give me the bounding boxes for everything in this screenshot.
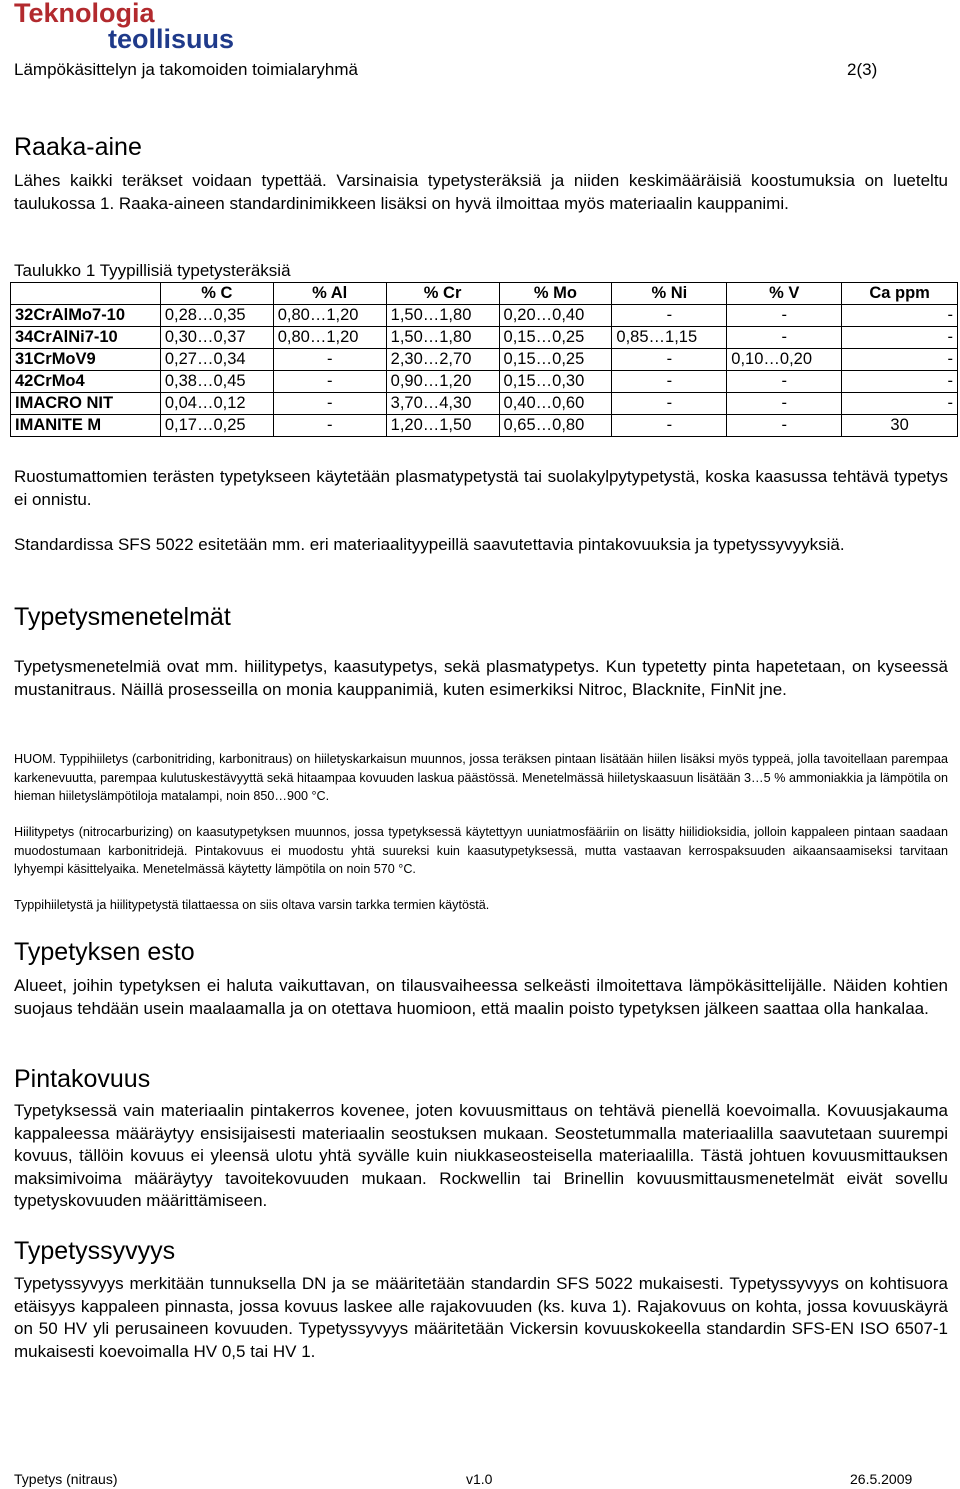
logo-line-2: teollisuus [108, 24, 235, 54]
header-page-number: 2(3) [847, 60, 878, 79]
table-cell: 0,15…0,25 [499, 327, 612, 349]
table-cell: 1,50…1,80 [386, 305, 499, 327]
table-row [11, 371, 958, 393]
table-cell: 0,38…0,45 [160, 371, 273, 393]
heading-typetyksen-esto: Typetyksen esto [14, 938, 195, 966]
table-cell: - [842, 305, 958, 327]
table-cell: - [727, 371, 842, 393]
table-cell: - [727, 327, 842, 349]
table-cell: - [612, 371, 727, 393]
table-row [11, 327, 958, 349]
table-cell: 0,15…0,25 [499, 349, 612, 371]
steel-grade: 42CrMo4 [11, 371, 161, 393]
steel-grade: 32CrAlMo7-10 [11, 305, 161, 327]
table-cell: 0,27…0,34 [160, 349, 273, 371]
table-cell: 0,30…0,37 [160, 327, 273, 349]
table-header-cell [11, 283, 161, 305]
table-cell: - [842, 327, 958, 349]
table-cell: - [842, 393, 958, 415]
table-cell: 0,15…0,30 [499, 371, 612, 393]
table-header-cell: % V [727, 283, 842, 305]
heading-typetysmenetelmat: Typetysmenetelmät [14, 603, 231, 631]
note-terms: Typpihiiletystä ja hiilitypetystä tilattaessa on siis oltava varsin tarkka termien käytöstä. [14, 898, 490, 912]
steel-grade: 31CrMoV9 [11, 349, 161, 371]
table-row [11, 393, 958, 415]
table-cell: 30 [842, 415, 958, 437]
company-logo [14, 0, 234, 53]
table-cell: - [727, 415, 842, 437]
footer-document-title: Typetys (nitraus) [14, 1471, 118, 1487]
table-cell: - [273, 349, 386, 371]
table-cell: 0,80…1,20 [273, 305, 386, 327]
header-group-name: Lämpökäsittelyn ja takomoiden toimialaryhmä [14, 60, 358, 79]
table-cell: - [842, 349, 958, 371]
table-cell: - [273, 415, 386, 437]
heading-typetyssyvyys: Typetyssyvyys [14, 1237, 176, 1265]
table-cell: 0,04…0,12 [160, 393, 273, 415]
heading-pintakovuus: Pintakovuus [14, 1065, 151, 1093]
table-cell: - [842, 371, 958, 393]
table-row [11, 305, 958, 327]
paragraph-raaka-aine: Lähes kaikki teräkset voidaan typettää. Varsinaisia typetysteräksiä ja niiden keskimääräisiä koostumuksia on lueteltu taulukossa 1. Raaka-aineen standardinimikkeen lisäksi on hyvä ilmoittaa myös materiaalin kauppanimi. [14, 171, 948, 213]
table-header-cell: % C [160, 283, 273, 305]
table-header-row [11, 283, 958, 305]
table-cell: 0,10…0,20 [727, 349, 842, 371]
note-hiilitypetys: Hiilitypetys (nitrocarburizing) on kaasutypetyksen muunnos, jossa typetyksessä käytettyyn uuniatmosfääriin on lisätty hiilidioksidia, jolloin kappaleen pintaan saadaan muodostumaan karbonitridejä. Pintakovuus ei muodostu yhtä suureksi kuin kaasutypetyksessä, mutta vastaavan kerrospaksuuden aikaansaamiseksi tarvitaan lyhyempi käsittelyaika. Menetelmässä käytetty lämpötila on noin 570 °C. [14, 825, 948, 876]
table-header-cell: % Cr [386, 283, 499, 305]
footer-version: v1.0 [466, 1471, 493, 1487]
table-cell: 0,65…0,80 [499, 415, 612, 437]
table-cell: 3,70…4,30 [386, 393, 499, 415]
table-cell: 2,30…2,70 [386, 349, 499, 371]
table-cell: - [612, 349, 727, 371]
table-cell: 1,20…1,50 [386, 415, 499, 437]
paragraph-pintakovuus: Typetyksessä vain materiaalin pintakerros kovenee, joten kovuusmittaus on tehtävä pienellä koevoimalla. Kovuusjakauma kappaleessa määräytyy ensisijaisesti materiaalin seostuksen mukaan. Seostetummalla materiaalilla saavutetaan suurempi kovuus, tällöin kovuus ei yleensä ulotu yhtä syvälle kuin niukkaseosteisella materiaalilla. Tästä johtuen kovuusmittauksen maksimivoima määräytyy tavoitekovuuden mukaan. Rockwellin tai Brinellin kovuusmittausmenetelmät eivät sovellu typetyskovuuden määrittämiseen. [14, 1101, 948, 1210]
table-cell: - [273, 393, 386, 415]
table-cell: 0,28…0,35 [160, 305, 273, 327]
heading-raaka-aine: Raaka-aine [14, 133, 142, 161]
table-header-cell: Ca ppm [842, 283, 958, 305]
table-cell: 0,40…0,60 [499, 393, 612, 415]
table-cell: 0,17…0,25 [160, 415, 273, 437]
steel-composition-table [10, 282, 958, 437]
table-row [11, 349, 958, 371]
note-typpihiiletys: HUOM. Typpihiiletys (carbonitriding, karbonitraus) on hiiletyskarkaisun muunnos, jossa teräksen pintaan lisätään hiilen lisäksi myös typpeä, jolla tavoitellaan parempaa karkenevuutta, parempaa kulutuskestävyyttä sekä hitaampaa kovuuden laskua päästössä. Menetelmässä hiiletyskaasuun lisätään 3…5 % ammoniakkia ja lämpötila on hieman hiiletyslämpötiloja matalampi, noin 850…900 °C. [14, 752, 948, 803]
paragraph-standard: Standardissa SFS 5022 esitetään mm. eri materiaalityypeillä saavutettavia pintakovuuksia ja typetyssyvyyksiä. [14, 535, 845, 554]
paragraph-typetyssyvyys: Typetyssyvyys merkitään tunnuksella DN ja se määritetään standardin SFS 5022 mukaisesti. Typetyssyvyys on kohtisuora etäisyys kappaleen pinnasta, jossa kovuus laskee alle rajakovuuden (ks. kuva 1). Rajakovuus on kohta, jossa kovuuskäyrä on 50 HV yli perusaineen kovuuden. Typetyssyvyys määritetään Vickersin kovuuskokeella standardin SFS-EN ISO 6507-1 mukaisesti koevoimalla HV 0,5 tai HV 1. [14, 1274, 948, 1361]
paragraph-esto: Alueet, joihin typetyksen ei haluta vaikuttavan, on tilausvaiheessa selkeästi ilmoitettava lämpökäsittelijälle. Näiden kohtien suojaus tehdään usein maalaamalla ja on otettava huomioon, että maalin poisto typetyksen jälkeen saattaa olla hankalaa. [14, 976, 948, 1018]
table-cell: - [727, 305, 842, 327]
steel-grade: 34CrAlNi7-10 [11, 327, 161, 349]
table-cell: - [273, 371, 386, 393]
logo-line-1: Teknologia [14, 0, 155, 28]
table-cell: 0,85…1,15 [612, 327, 727, 349]
table-caption: Taulukko 1 Tyypillisiä typetysteräksiä [14, 261, 291, 280]
table-cell: - [727, 393, 842, 415]
steel-grade: IMACRO NIT [11, 393, 161, 415]
table-header-cell: % Ni [612, 283, 727, 305]
footer-date: 26.5.2009 [850, 1471, 913, 1487]
table-cell: 1,50…1,80 [386, 327, 499, 349]
table-header-cell: % Mo [499, 283, 612, 305]
steel-grade: IMANITE M [11, 415, 161, 437]
table-cell: 0,90…1,20 [386, 371, 499, 393]
table-cell: 0,20…0,40 [499, 305, 612, 327]
table-row [11, 415, 958, 437]
table-cell: - [612, 415, 727, 437]
table-cell: - [612, 393, 727, 415]
paragraph-menetelmat: Typetysmenetelmiä ovat mm. hiilitypetys, kaasutypetys, sekä plasmatypetys. Kun typetetty pinta hapetetaan, on kyseessä mustanitraus. Näillä prosesseilla on monia kauppanimiä, kuten esimerkiksi Nitroc, Blacknite, FinNit jne. [14, 657, 948, 699]
paragraph-stainless: Ruostumattomien terästen typetykseen käytetään plasmatypetystä tai suolakylpytypetystä, koska kaasussa tehtävä typetys ei onnistu. [14, 467, 948, 509]
table-header-cell: % Al [273, 283, 386, 305]
table-cell: 0,80…1,20 [273, 327, 386, 349]
table-cell: - [612, 305, 727, 327]
